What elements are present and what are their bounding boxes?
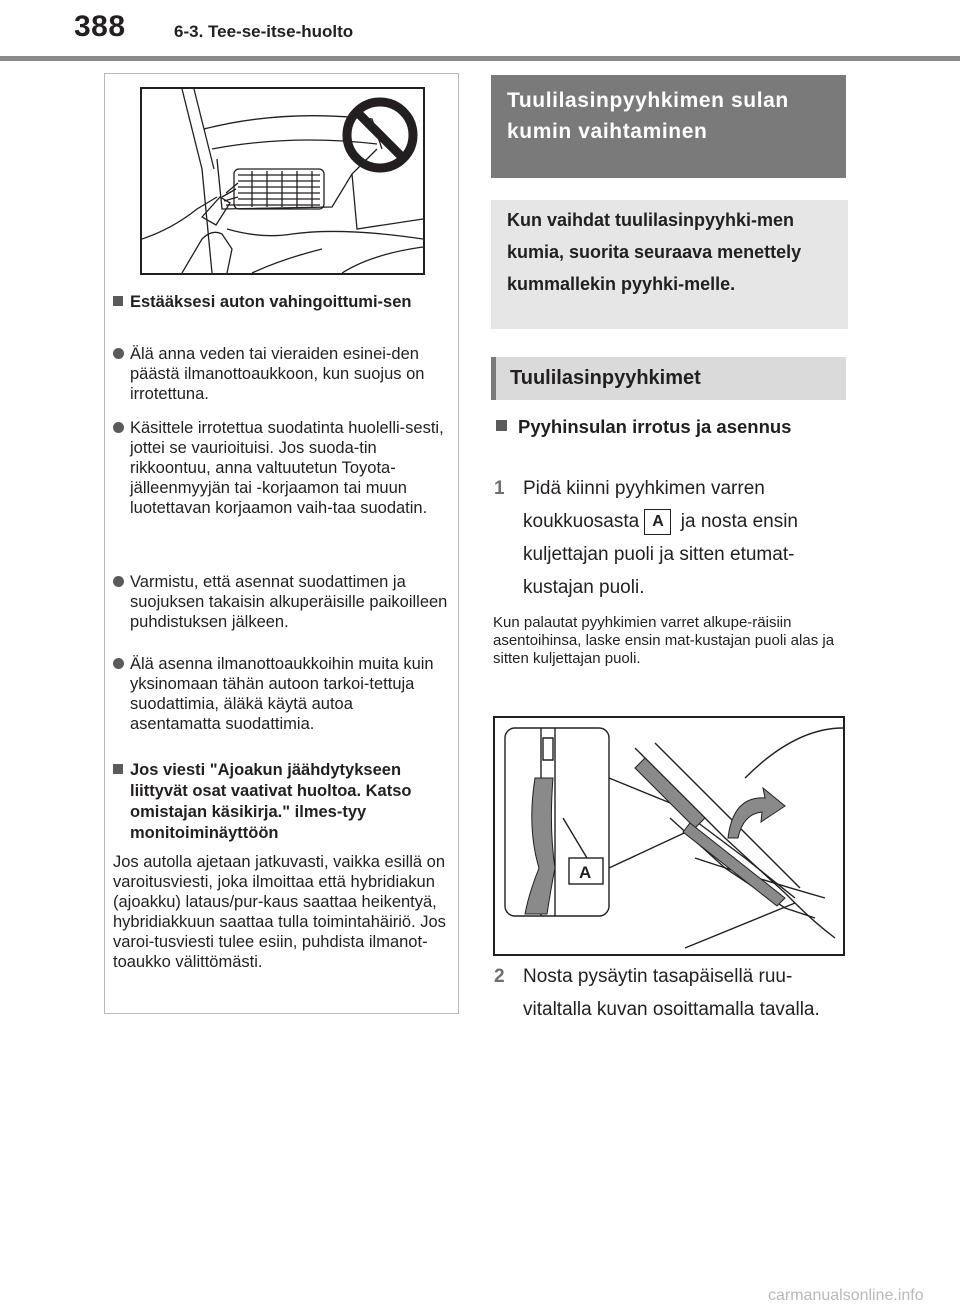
section-banner: Tuulilasinpyyhkimen sulan kumin vaihtaminen <box>491 75 846 178</box>
intro-note: Kun vaihdat tuulilasinpyyhki-men kumia, suorita seuraava menettely kummallekin pyyhki-melle. <box>491 200 848 329</box>
page-number: 388 <box>74 10 126 43</box>
wiper-arm-illustration <box>493 716 845 956</box>
wiper-drawing <box>495 718 843 954</box>
header-rule <box>0 56 960 61</box>
bullet-item: Varmistu, että asennat suodattimen ja suojuksen takaisin alkuperäisille paikoilleen puhdistuksen jälkeen. <box>113 572 448 632</box>
step-1 <box>494 472 849 604</box>
note-paragraph: Kun palautat pyyhkimien varret alkupe-räisiin asentoihinsa, laske ensin mat-kustajan puoli alas ja sitten kuljettajan puoli. <box>493 614 835 667</box>
prohibited-sign-icon <box>347 102 413 168</box>
round-bullet-icon <box>113 576 124 587</box>
label-a: A <box>579 863 592 882</box>
step-number: 2 <box>494 966 505 987</box>
air-intake-cleaning-illustration <box>140 87 425 275</box>
bullet-item: Käsittele irrotettua suodatinta huolelli-sesti, jottei se vaurioituisi. Jos suoda-tin rikkoontuu, anna valtuutetun Toyota-jälleenmyyjän tai -korjaamon tai muun luotettavan korjaamon vaih-taa suodatin. <box>113 418 448 518</box>
step-text: Pidä kiinni pyyhkimen varren koukkuosasta <box>523 478 765 532</box>
sub-banner: Tuulilasinpyyhkimet <box>491 357 846 400</box>
heading-warning-message: Jos viesti "Ajoakun jäähdytykseen liittyvät osat vaativat huoltoa. Katso omistajan käsikirja." ilmes-tyy monitoiminäyttöön <box>113 760 448 844</box>
square-bullet-icon <box>113 296 123 306</box>
watermark: carmanualsonline.info <box>768 1287 924 1304</box>
air-intake-drawing <box>142 89 423 273</box>
square-bullet-icon <box>113 764 123 774</box>
round-bullet-icon <box>113 348 124 359</box>
round-bullet-icon <box>113 422 124 433</box>
step-text: Nosta pysäytin tasapäisellä ruu-vitaltalla kuvan osoittamalla tavalla. <box>523 966 820 1020</box>
bullet-item: Älä anna veden tai vieraiden esinei-den päästä ilmanottoaukkoon, kun suojus on irrotettuna. <box>113 344 448 404</box>
round-bullet-icon <box>113 658 124 669</box>
label-a-box: A <box>644 509 671 535</box>
step-2 <box>494 960 849 1026</box>
square-bullet-icon <box>496 420 507 431</box>
warning-paragraph: Jos autolla ajetaan jatkuvasti, vaikka esillä on varoitusviesti, joka ilmoittaa että hybridiakun (ajoakku) lataus/pur-kaus saattaa heikentyä, hybridiakkuun saattaa tulla toimintahäiriö. Jos varoi-tusviesti tulee esiin, puhdista ilmanot-toaukko välittömästi. <box>113 853 446 971</box>
step-number: 1 <box>494 478 505 499</box>
step-text: ja nosta ensin kuljettajan puoli ja sitten etumat-kustajan puoli. <box>523 511 798 598</box>
subheading-removal: Pyyhinsulan irrotus ja asennus <box>496 412 846 442</box>
section-title: 6-3. Tee-se-itse-huolto <box>174 22 354 41</box>
heading-prevent-damage: Estääksesi auton vahingoittumi-sen <box>113 292 448 313</box>
bullet-item: Älä asenna ilmanottoaukkoihin muita kuin yksinomaan tähän autoon tarkoi-tettuja suodattimia, äläkä käytä autoa asentamatta suodattimia. <box>113 654 448 734</box>
curved-arrow-icon <box>728 788 785 838</box>
